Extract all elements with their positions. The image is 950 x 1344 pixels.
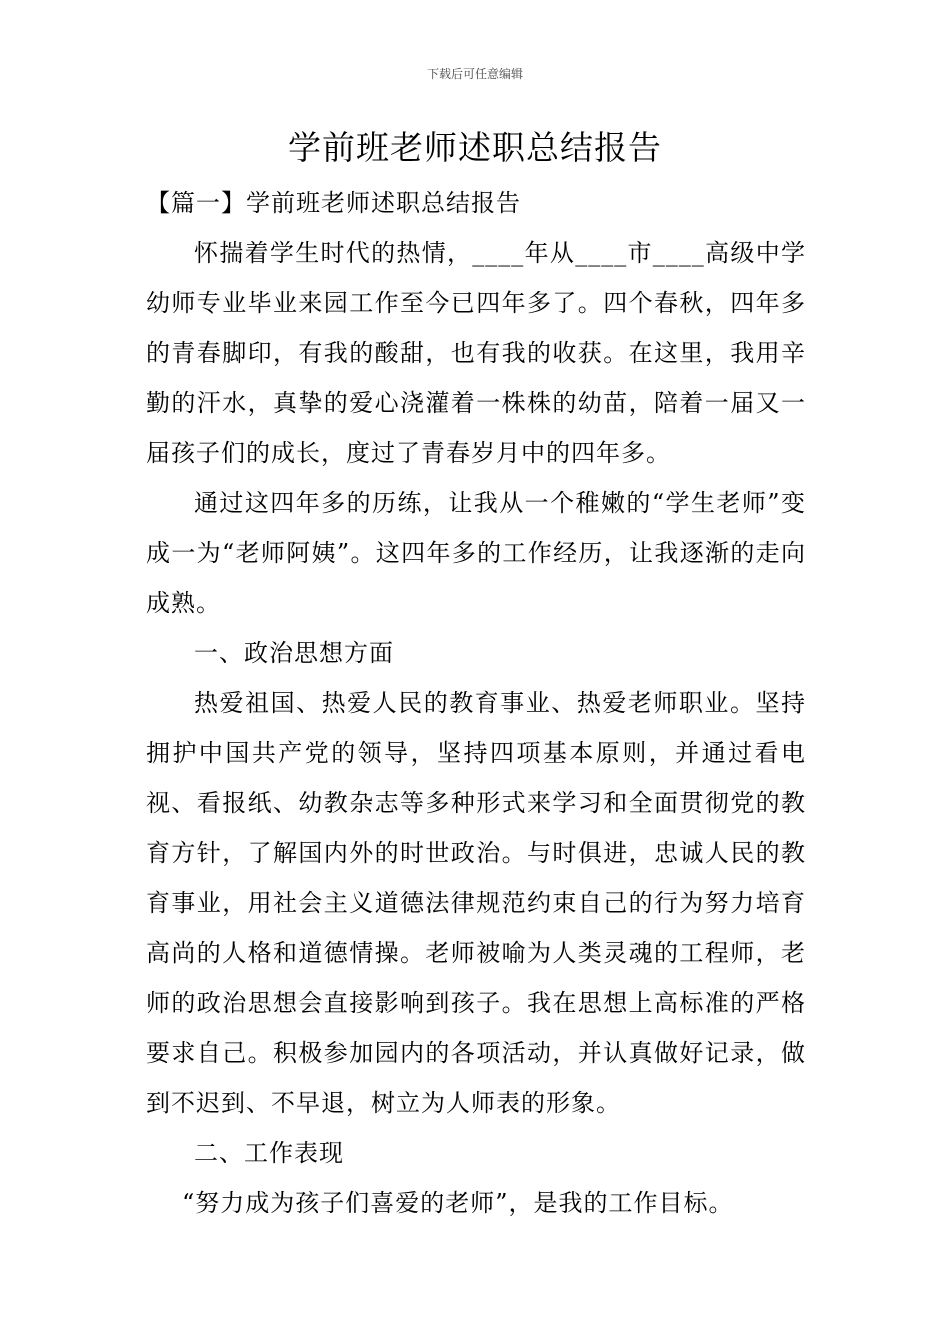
section-title: 【篇一】学前班老师述职总结报告	[146, 189, 521, 217]
paragraph-work-goal: “努力成为孩子们喜爱的老师”，是我的工作目标。	[182, 1189, 734, 1217]
document-title: 学前班老师述职总结报告	[288, 128, 662, 167]
paragraph-intro: 怀揣着学生时代的热情，____年从____市____高级中学幼师专业毕业来园工作至今已四年多了。四个春秋，四年多的青春脚印，有我的酸甜，也有我的收获。在这里，我用辛勤的汗水，真挚的爱心浇灌着一株株的幼苗，陪着一届又一届孩子们的成长，度过了青春岁月中的四年多。	[146, 239, 806, 467]
header-note: 下载后可任意编辑	[426, 67, 523, 81]
document-body	[146, 178, 806, 1228]
heading-political-thought: 一、政治思想方面	[194, 639, 394, 667]
heading-work-performance: 二、工作表现	[194, 1139, 344, 1167]
paragraph-political-thought: 热爱祖国、热爱人民的教育事业、热爱老师职业。坚持拥护中国共产党的领导，坚持四项基本原则，并通过看电视、看报纸、幼教杂志等多种形式来学习和全面贯彻党的教育方针，了解国内外的时世政治。与时俱进，忠诚人民的教育事业，用社会主义道德法律规范约束自己的行为努力培育高尚的人格和道德情操。老师被喻为人类灵魂的工程师，老师的政治思想会直接影响到孩子。我在思想上高标准的严格要求自己。积极参加园内的各项活动，并认真做好记录，做到不迟到、不早退，树立为人师表的形象。	[146, 689, 806, 1117]
paragraph-growth: 通过这四年多的历练，让我从一个稚嫩的“学生老师”变成一为“老师阿姨”。这四年多的工作经历，让我逐渐的走向成熟。	[146, 489, 806, 617]
